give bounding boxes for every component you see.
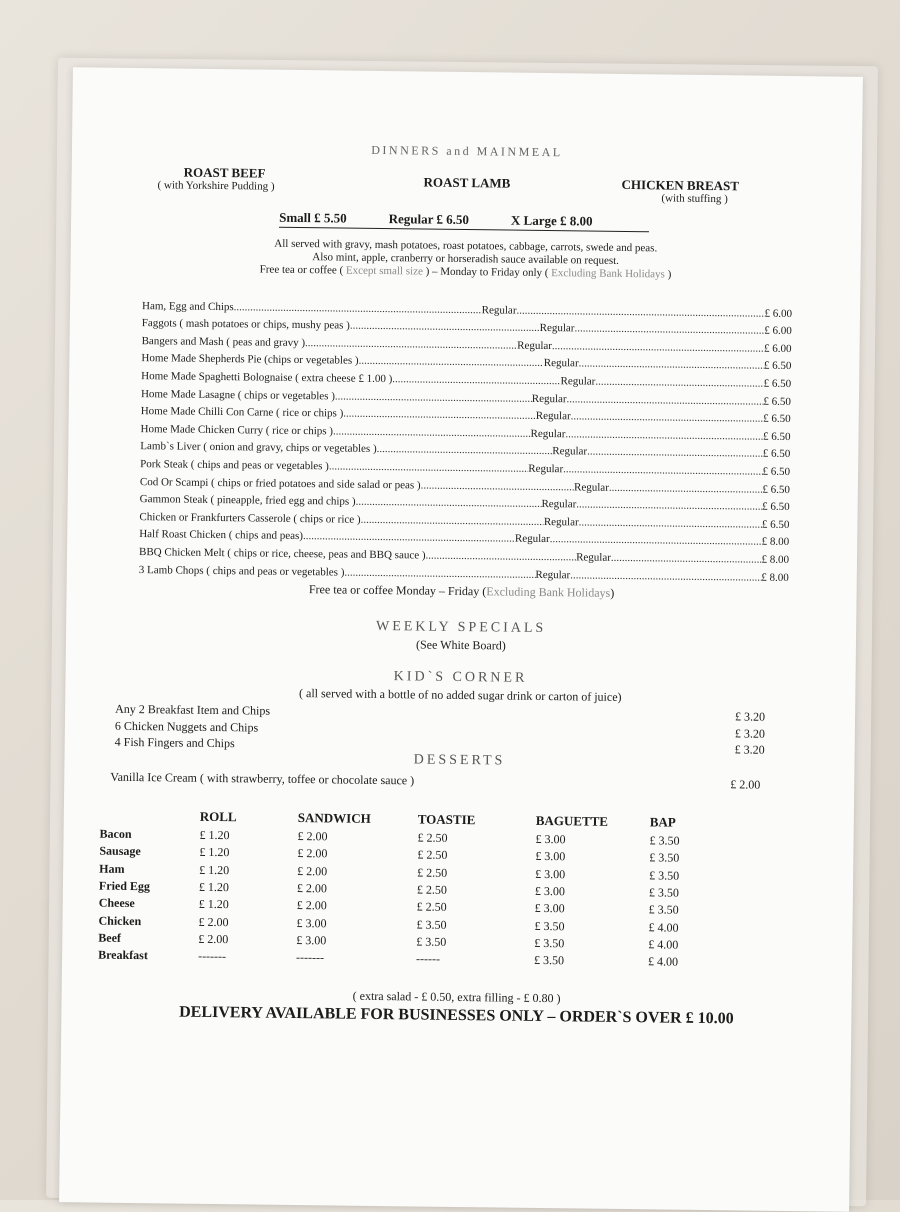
dessert-item: Vanilla Ice Cream ( with strawberry, toffee or chocolate sauce ) [110, 769, 415, 788]
main-meal-price: £ 6.00 [764, 307, 793, 320]
main-meal-price: £ 6.50 [762, 483, 790, 496]
filling-name: Breakfast [98, 947, 148, 963]
dot-leader [359, 355, 544, 369]
roast-size-regular: Regular £ 6.50 [388, 211, 470, 228]
main-meal-size: Regular [576, 551, 612, 564]
dot-leader [550, 533, 762, 548]
sandwich-price-cell: £ 3.50 [649, 850, 680, 866]
dessert-row [110, 770, 760, 793]
sandwich-price-cell: £ 2.50 [417, 830, 448, 845]
served-line-3-b: Except small size [343, 264, 426, 278]
weekly-specials-note: (See White Board) [415, 637, 506, 653]
sandwich-price-cell: £ 3.00 [296, 932, 327, 948]
dot-leader [570, 569, 761, 583]
header-sandwich: SANDWICH [297, 810, 371, 826]
filling-name: Chicken [98, 913, 142, 928]
dot-leader [587, 446, 763, 460]
sandwich-price-cell: £ 3.50 [416, 917, 447, 932]
dot-leader [303, 530, 515, 545]
main-meal-name: Gammon Steak ( pineapple, fried egg and chips ) [139, 493, 356, 508]
dot-leader [377, 443, 553, 457]
main-meal-name: Half Roast Chicken ( chips and peas) [139, 528, 304, 543]
sandwich-price-cell: £ 2.50 [417, 847, 448, 863]
sandwich-price-cell: £ 1.20 [199, 845, 230, 860]
served-line-3-a: Free tea or coffee ( [259, 263, 344, 277]
main-meal-name: Faggots ( mash potatoes or chips, mushy peas ) [141, 317, 350, 332]
dot-leader [421, 479, 575, 493]
main-meal-name: Lamb`s Liver ( onion and gravy, chips or vegetables ) [140, 440, 377, 456]
served-line-3-d: Excluding Bank Holidays [548, 267, 668, 281]
sandwich-price-cell: £ 3.50 [416, 934, 447, 949]
main-meal-size: Regular [541, 498, 577, 511]
filling-name: Ham [99, 861, 125, 876]
sandwich-price-cell: £ 3.50 [648, 902, 679, 918]
kids-item-name: 6 Chicken Nuggets and Chips [114, 718, 259, 735]
main-meal-name: Cod Or Scampi ( chips or fried potatoes and side salad or peas ) [139, 475, 421, 492]
sandwich-price-table [98, 806, 710, 972]
page-title: DINNERS and MAINMEAL [371, 142, 563, 160]
sandwich-price-cell: £ 4.00 [648, 919, 679, 935]
menu-sheet [59, 67, 863, 1212]
dot-leader [361, 513, 544, 527]
served-with-note [70, 235, 860, 284]
main-meal-name: Home Made Spaghetti Bolognaise ( extra cheese £ 1.00 ) [141, 370, 393, 386]
kids-item-price: £ 3.20 [734, 742, 765, 757]
main-meal-price: £ 6.50 [762, 448, 791, 461]
main-meal-price: £ 6.50 [762, 465, 791, 478]
filling-name: Fried Egg [98, 878, 151, 894]
sandwich-price-cell: £ 3.00 [534, 883, 566, 899]
main-meal-price: £ 6.50 [761, 518, 790, 531]
main-meal-name: BBQ Chicken Melt ( chips or rice, cheese, peas and BBQ sauce ) [138, 545, 426, 562]
sandwich-price-cell: £ 3.50 [534, 935, 565, 951]
chicken-breast-note: (with stuffing ) [661, 192, 728, 206]
dot-leader [571, 410, 764, 424]
filling-name: Sausage [99, 844, 141, 859]
served-line-3-c: ) – Monday to Friday only ( [425, 265, 549, 280]
extras-note: ( extra salad - £ 0.50, extra filling - £ 0.80 ) [352, 988, 561, 1006]
kids-item-price: £ 3.20 [734, 709, 766, 724]
kids-item-name: 4 Fish Fingers and Chips [114, 734, 235, 751]
sandwich-price-cell: ------- [198, 949, 227, 964]
kids-corner-title: KID`S CORNER [393, 669, 528, 686]
dot-leader [329, 460, 529, 474]
sandwich-price-cell: £ 3.00 [535, 866, 566, 882]
sandwich-price-cell: £ 2.00 [198, 914, 229, 929]
main-meal-size: Regular [481, 303, 517, 317]
main-meal-name: Bangers and Mash ( peas and gravy ) [141, 334, 306, 349]
dessert-price: £ 2.00 [730, 777, 761, 792]
dot-leader [343, 408, 536, 422]
dot-leader [305, 337, 517, 352]
dot-leader [595, 376, 763, 390]
sandwich-price-cell: £ 2.50 [416, 899, 447, 915]
dot-leader [567, 393, 764, 407]
main-meals-list [139, 294, 792, 583]
sandwich-price-cell: £ 3.00 [535, 832, 566, 847]
sandwich-price-cell: £ 1.20 [199, 862, 230, 877]
dot-leader [425, 549, 576, 563]
sandwich-price-cell: £ 2.00 [297, 829, 328, 844]
dot-leader [563, 463, 763, 477]
roast-size-small: Small £ 5.50 [279, 209, 347, 226]
roast-beef-note: ( with Yorkshire Pudding ) [157, 179, 275, 193]
main-meal-size: Regular [552, 445, 588, 458]
weekly-specials-title: WEEKLY SPECIALS [375, 618, 547, 637]
kids-item-price: £ 3.20 [734, 725, 765, 741]
main-meal-price: £ 6.50 [762, 430, 791, 443]
free-tea-c: ) [610, 585, 615, 600]
main-meal-size: Regular [517, 339, 553, 352]
sandwich-price-cell: ------- [296, 950, 325, 965]
header-bap: BAP [649, 814, 676, 830]
dot-leader [356, 496, 542, 510]
main-meal-size: Regular [528, 462, 564, 476]
roast-size-xlarge: X Large £ 8.00 [510, 212, 593, 229]
dot-leader [609, 481, 763, 495]
dot-leader [576, 499, 762, 513]
main-meal-name: Home Made Shepherds Pie (chips or vegetables ) [141, 352, 359, 368]
sandwich-price-cell: £ 3.00 [535, 849, 566, 864]
dot-leader [350, 320, 540, 334]
dot-leader [565, 428, 763, 442]
main-meal-name: Ham, Egg and Chips [141, 299, 234, 313]
main-meal-price: £ 6.50 [762, 500, 790, 514]
main-meal-price: £ 8.00 [761, 535, 790, 549]
sandwich-price-cell: £ 2.00 [297, 846, 328, 861]
main-meal-name: Home Made Lasagne ( chips or vegetables ) [140, 387, 336, 403]
main-meal-size: Regular [539, 322, 575, 335]
kids-item-name: Any 2 Breakfast Item and Chips [115, 701, 271, 718]
sandwich-price-cell: £ 3.50 [649, 833, 680, 848]
roast-lamb-title: ROAST LAMB [423, 174, 511, 191]
main-meal-price: £ 6.50 [763, 377, 792, 390]
dot-leader [611, 552, 762, 566]
sandwich-price-cell: £ 2.00 [296, 881, 328, 896]
dot-leader [344, 566, 535, 580]
dot-leader [579, 358, 764, 372]
dot-leader [333, 425, 531, 439]
served-line-2: Also mint, apple, cranberry or horseradish sauce available on request. [312, 251, 620, 267]
kids-corner-note: ( all served with a bottle of no added sugar drink or carton of juice) [298, 686, 622, 704]
sandwich-price-cell: £ 3.50 [534, 953, 565, 968]
sandwich-price-cell: £ 4.00 [648, 937, 679, 952]
dot-leader [335, 390, 532, 404]
roast-beef-title: ROAST BEEF [183, 164, 266, 181]
main-meal-size: Regular [560, 375, 596, 388]
filling-name: Cheese [98, 895, 135, 911]
sandwich-price-cell: £ 2.50 [417, 865, 448, 880]
main-meal-price: £ 6.00 [764, 324, 792, 338]
main-meal-name: Chicken or Frankfurters Casserole ( chips or rice ) [139, 510, 361, 526]
main-meal-price: £ 8.00 [761, 571, 789, 584]
main-meal-name: Home Made Chilli Con Carne ( rice or chips ) [140, 405, 344, 420]
sandwich-price-cell: £ 4.00 [647, 954, 679, 969]
header-baguette: BAGUETTE [535, 812, 609, 829]
main-meal-size: Regular [543, 357, 579, 370]
sandwich-price-cell: ------ [416, 951, 441, 966]
dot-leader [392, 373, 560, 387]
main-meal-price: £ 8.00 [761, 553, 790, 566]
main-meal-price: £ 6.50 [763, 412, 791, 426]
desserts-title: DESSERTS [413, 752, 506, 769]
main-meal-size: Regular [535, 568, 571, 581]
main-meal-size: Regular [574, 480, 609, 494]
header-toastie: TOASTIE [417, 811, 476, 828]
sandwich-price-cell: £ 2.00 [296, 898, 327, 913]
main-meal-size: Regular [530, 427, 566, 441]
sandwich-price-cell: £ 3.50 [534, 918, 565, 933]
header-roll: ROLL [199, 808, 237, 825]
dot-leader [579, 516, 762, 530]
sandwich-price-cell: £ 3.50 [649, 868, 680, 883]
main-meal-size: Regular [535, 410, 571, 423]
main-meal-size: Regular [531, 392, 567, 405]
served-line-3-e: ) [667, 268, 672, 281]
main-meal-size: Regular [543, 515, 579, 529]
sandwich-price-cell: £ 1.20 [198, 897, 229, 912]
free-tea-a: Free tea or coffee Monday – Friday ( [308, 582, 487, 599]
delivery-note: DELIVERY AVAILABLE FOR BUSINESSES ONLY – ORDER`S OVER £ 10.00 [179, 1003, 734, 1028]
free-tea-b: Excluding Bank Holidays [486, 584, 611, 600]
main-meal-size: Regular [514, 532, 550, 546]
dot-leader [552, 340, 764, 355]
dot-leader [574, 323, 764, 337]
sandwich-price-cell: £ 3.00 [296, 915, 327, 931]
filling-name: Beef [98, 930, 122, 945]
sandwich-price-cell: £ 1.20 [198, 879, 230, 895]
sandwich-price-cell: £ 3.50 [648, 885, 680, 900]
sandwich-price-cell: £ 2.00 [297, 863, 328, 879]
main-meal-price: £ 6.50 [763, 395, 792, 408]
sandwich-price-cell: £ 3.00 [534, 901, 565, 916]
served-line-1: All served with gravy, mash potatoes, roast potatoes, cabbage, carrots, swede and peas. [274, 237, 658, 255]
sandwich-price-cell: £ 1.20 [199, 827, 230, 843]
chicken-breast-title: CHICKEN BREAST [621, 176, 740, 194]
main-meal-name: 3 Lamb Chops ( chips and peas or vegetables ) [138, 563, 345, 579]
sandwich-price-cell: £ 2.00 [198, 931, 229, 947]
sandwich-price-cell: £ 2.50 [416, 882, 448, 897]
header-blank [100, 806, 200, 827]
filling-name: Bacon [99, 826, 132, 842]
main-meal-name: Home Made Chicken Curry ( rice or chips ) [140, 422, 334, 438]
main-meal-price: £ 6.00 [764, 342, 792, 355]
main-meal-price: £ 6.50 [763, 360, 792, 373]
main-meal-name: Pork Steak ( chips and peas or vegetables ) [140, 458, 329, 473]
